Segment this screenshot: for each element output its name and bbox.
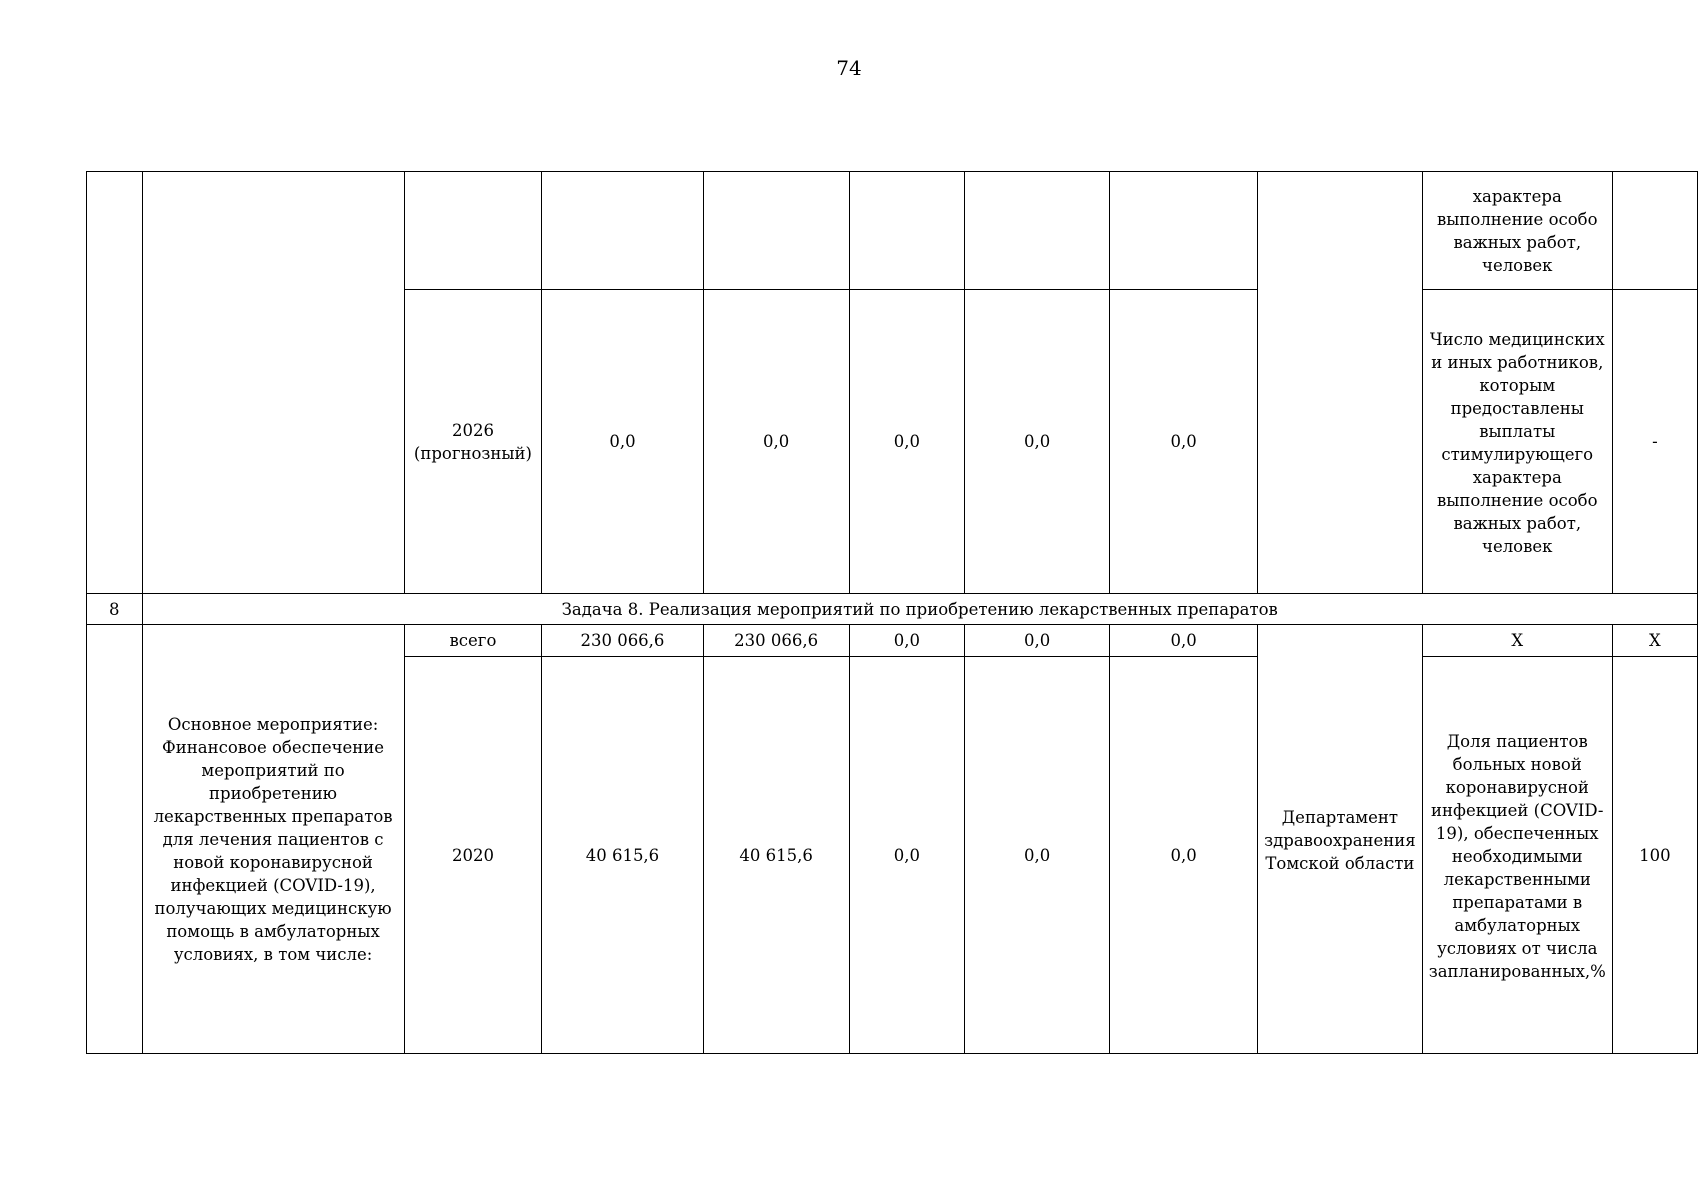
measure-name-cell xyxy=(142,172,404,594)
indicator-name: Доля пациентов больных новой коронавирусной инфекцией (COVID-19), обеспеченных необходимыми лекарственными препаратами в амбулаторных условиях от числа запланированных,% xyxy=(1422,657,1612,1054)
indicator-value: - xyxy=(1612,290,1697,594)
table-row xyxy=(87,625,1698,657)
measure-description: Основное мероприятие: Финансовое обеспечение мероприятий по приобретению лекарственных препаратов для лечения пациентов с новой коронавирусной инфекцией (COVID-19), получающих медицинскую помощь в амбулаторных условиях, в том числе: xyxy=(142,625,404,1054)
page-number: 74 xyxy=(836,56,862,80)
value-cell: 0,0 xyxy=(1110,625,1258,657)
executor-cell: Департамент здравоохранения Томской области xyxy=(1258,625,1423,1054)
executor-cell xyxy=(1258,172,1423,594)
year-cell: 2026 (прогнозный) xyxy=(404,290,542,594)
value-cell xyxy=(703,172,849,290)
indicator-value xyxy=(1612,172,1697,290)
year-cell: 2020 xyxy=(404,657,542,1054)
value-cell: 40 615,6 xyxy=(703,657,849,1054)
value-cell xyxy=(542,172,703,290)
value-cell: 230 066,6 xyxy=(542,625,703,657)
value-cell: 0,0 xyxy=(849,290,964,594)
task-header-row xyxy=(87,594,1698,625)
indicator-name: X xyxy=(1422,625,1612,657)
task-number: 8 xyxy=(87,594,143,625)
total-label: всего xyxy=(404,625,542,657)
row-number-cell xyxy=(87,172,143,594)
value-cell xyxy=(965,172,1110,290)
program-measures-table xyxy=(86,171,1698,1054)
table-row xyxy=(87,172,1698,290)
value-cell: 0,0 xyxy=(849,657,964,1054)
value-cell: 0,0 xyxy=(703,290,849,594)
row-number-cell xyxy=(87,625,143,1054)
value-cell: 40 615,6 xyxy=(542,657,703,1054)
value-cell: 0,0 xyxy=(849,625,964,657)
value-cell xyxy=(849,172,964,290)
indicator-value: 100 xyxy=(1612,657,1697,1054)
value-cell: 0,0 xyxy=(542,290,703,594)
value-cell: 0,0 xyxy=(1110,290,1258,594)
indicator-name: характера выполнение особо важных работ, человек xyxy=(1422,172,1612,290)
value-cell: 0,0 xyxy=(1110,657,1258,1054)
year-cell xyxy=(404,172,542,290)
value-cell: 0,0 xyxy=(965,625,1110,657)
value-cell xyxy=(1110,172,1258,290)
indicator-name: Число медицинских и иных работников, которым предоставлены выплаты стимулирующего характера выполнение особо важных работ, человек xyxy=(1422,290,1612,594)
value-cell: 0,0 xyxy=(965,290,1110,594)
value-cell: 230 066,6 xyxy=(703,625,849,657)
task-title: Задача 8. Реализация мероприятий по приобретению лекарственных препаратов xyxy=(142,594,1697,625)
indicator-value: X xyxy=(1612,625,1697,657)
value-cell: 0,0 xyxy=(965,657,1110,1054)
